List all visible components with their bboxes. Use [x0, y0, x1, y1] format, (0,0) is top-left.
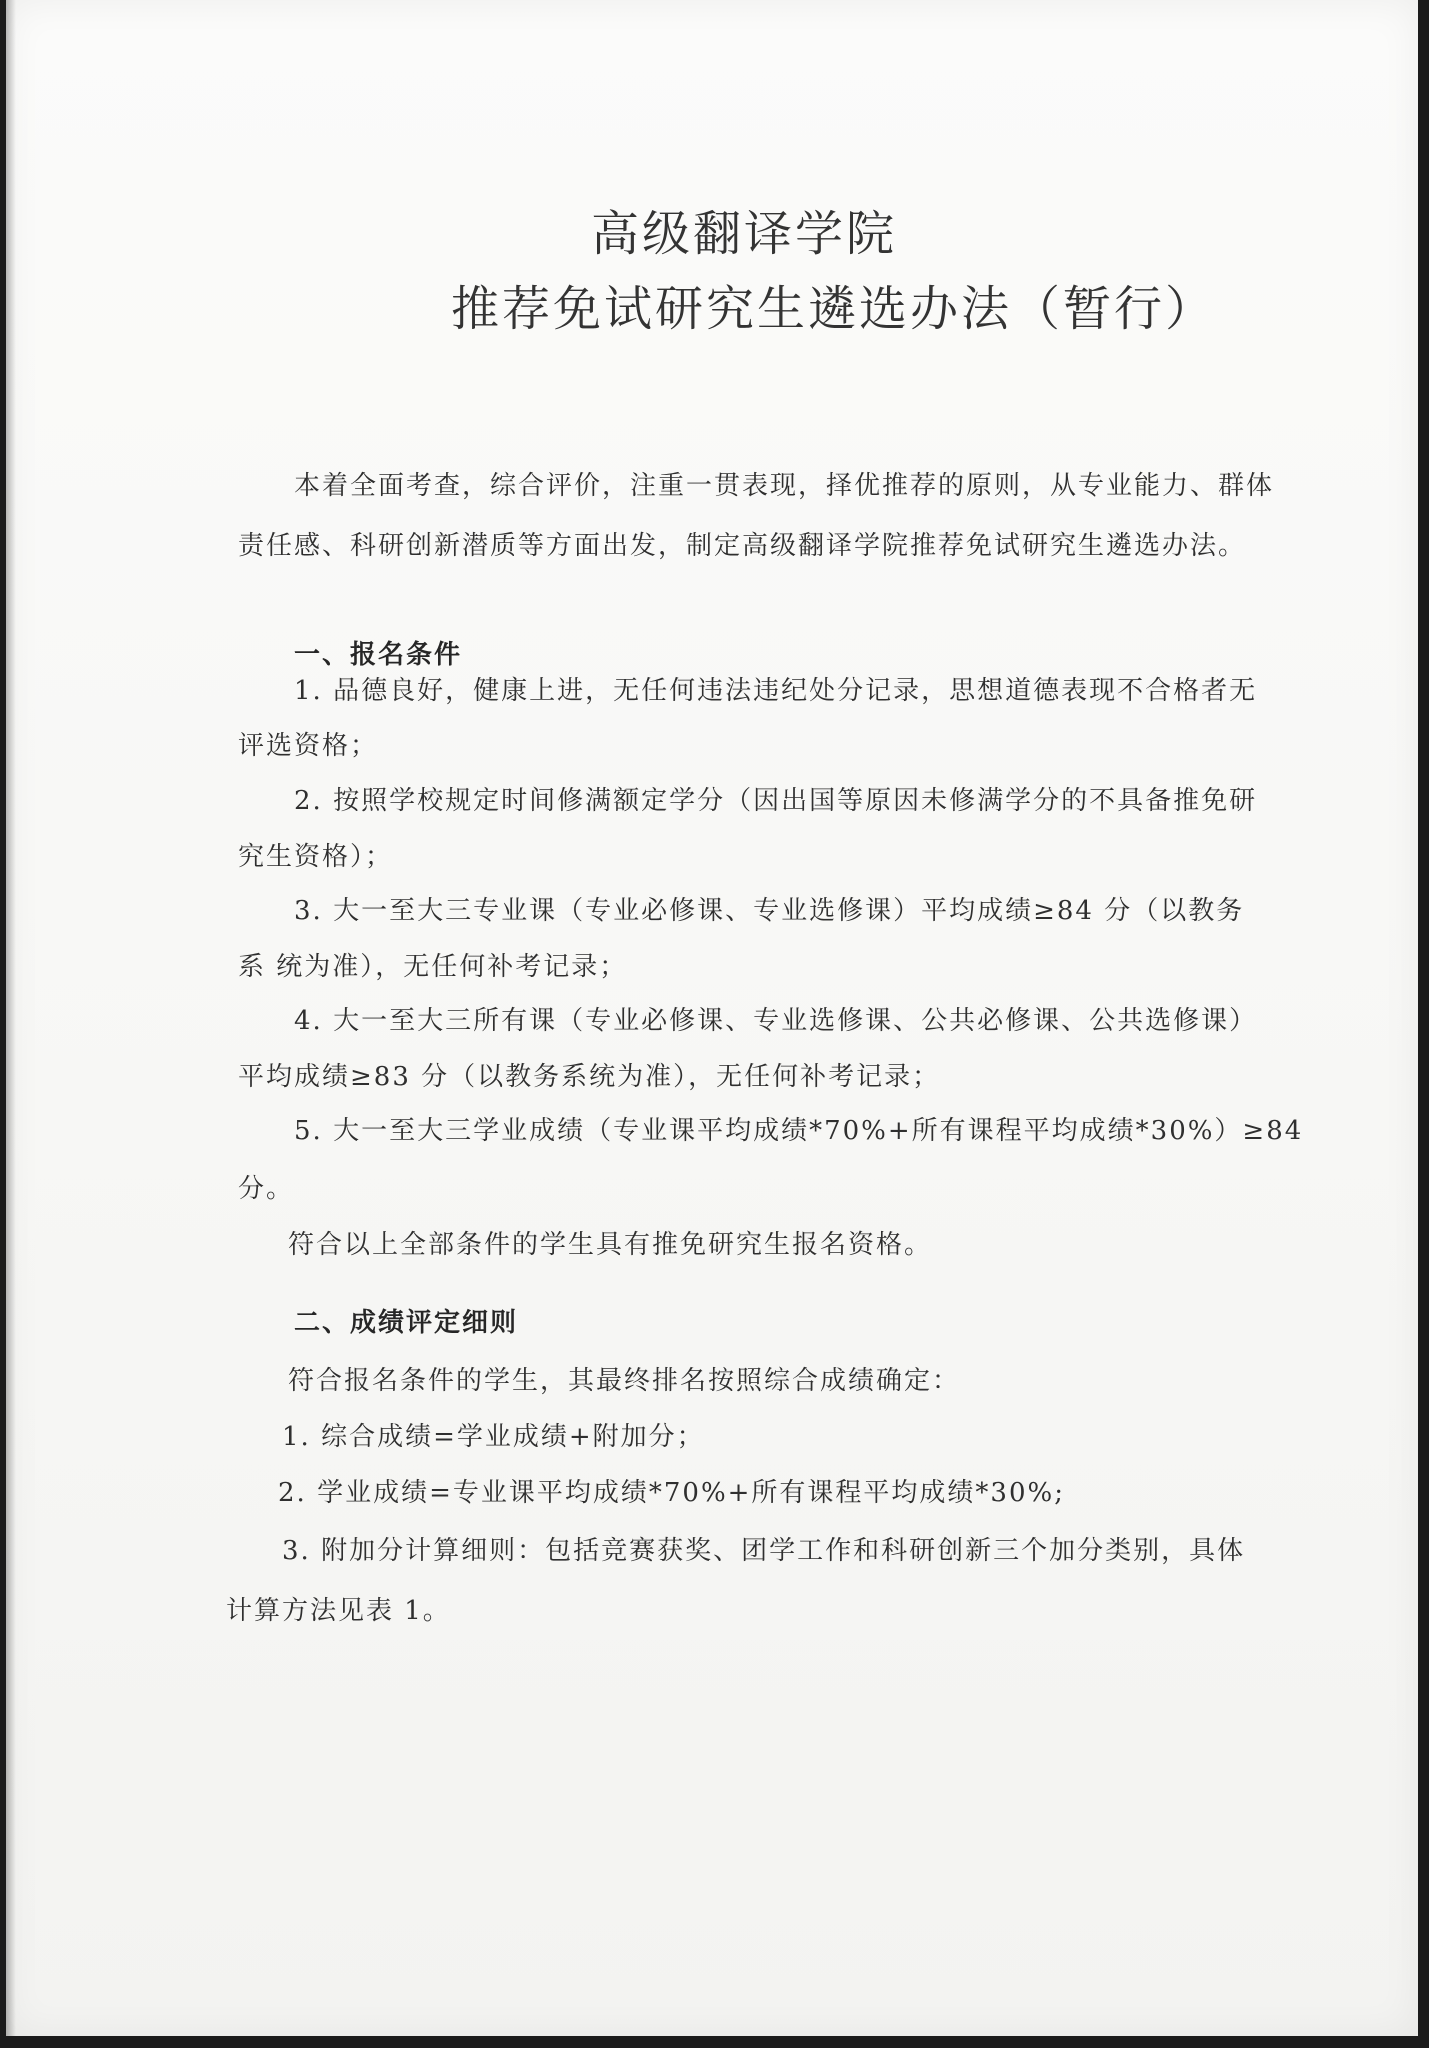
section2-heading: 二、成绩评定细则	[294, 1308, 519, 1338]
document-page	[6, 0, 1418, 2036]
section1-item5-line1: 5. 大一至大三学业成绩（专业课平均成绩*70%+所有课程平均成绩*30%）≥84	[294, 1116, 1304, 1146]
section1-item1-line1: 1. 品德良好，健康上进，无任何违法违纪处分记录，思想道德表现不合格者无	[294, 676, 1258, 706]
section1-item2-line1: 2. 按照学校规定时间修满额定学分（因出国等原因未修满学分的不具备推免研	[294, 786, 1258, 816]
section1-item1-line2: 评选资格；	[238, 731, 379, 761]
document-title-line2: 推荐免试研究生遴选办法（暂行）	[451, 281, 1217, 337]
document-title-line1: 高级翻译学院	[591, 206, 898, 262]
section1-item3-line2: 系 统为准），无任何补考记录；	[238, 952, 628, 982]
section1-summary: 符合以上全部条件的学生具有推免研究生报名资格。	[288, 1230, 933, 1260]
section1-item5-line2: 分。	[238, 1174, 295, 1204]
page-edge-shadow	[6, 0, 16, 2036]
section1-item4-line2: 平均成绩≥83 分（以教务系统为准），无任何补考记录；	[238, 1062, 941, 1092]
section1-heading: 一、报名条件	[294, 640, 463, 670]
section2-item2: 2. 学业成绩=专业课平均成绩*70%+所有课程平均成绩*30%;	[278, 1478, 1065, 1508]
section2-item3-line1: 3. 附加分计算细则：包括竞赛获奖、团学工作和科研创新三个加分类别，具体	[282, 1536, 1246, 1566]
intro-line-2: 责任感、科研创新潜质等方面出发，制定高级翻译学院推荐免试研究生遴选办法。	[238, 531, 1247, 561]
intro-line-1: 本着全面考查，综合评价，注重一贯表现，择优推荐的原则，从专业能力、群体	[294, 471, 1275, 501]
section2-item3-line2: 计算方法见表 1。	[226, 1596, 451, 1626]
section2-item1: 1. 综合成绩=学业成绩+附加分；	[282, 1422, 705, 1452]
section2-intro: 符合报名条件的学生，其最终排名按照综合成绩确定：	[288, 1366, 961, 1396]
section1-item2-line2: 究生资格）；	[238, 842, 394, 872]
section1-item4-line1: 4. 大一至大三所有课（专业必修课、专业选修课、公共必修课、公共选修课）	[294, 1006, 1258, 1036]
section1-item3-line1: 3. 大一至大三专业课（专业必修课、专业选修课）平均成绩≥84 分（以教务	[294, 896, 1245, 926]
